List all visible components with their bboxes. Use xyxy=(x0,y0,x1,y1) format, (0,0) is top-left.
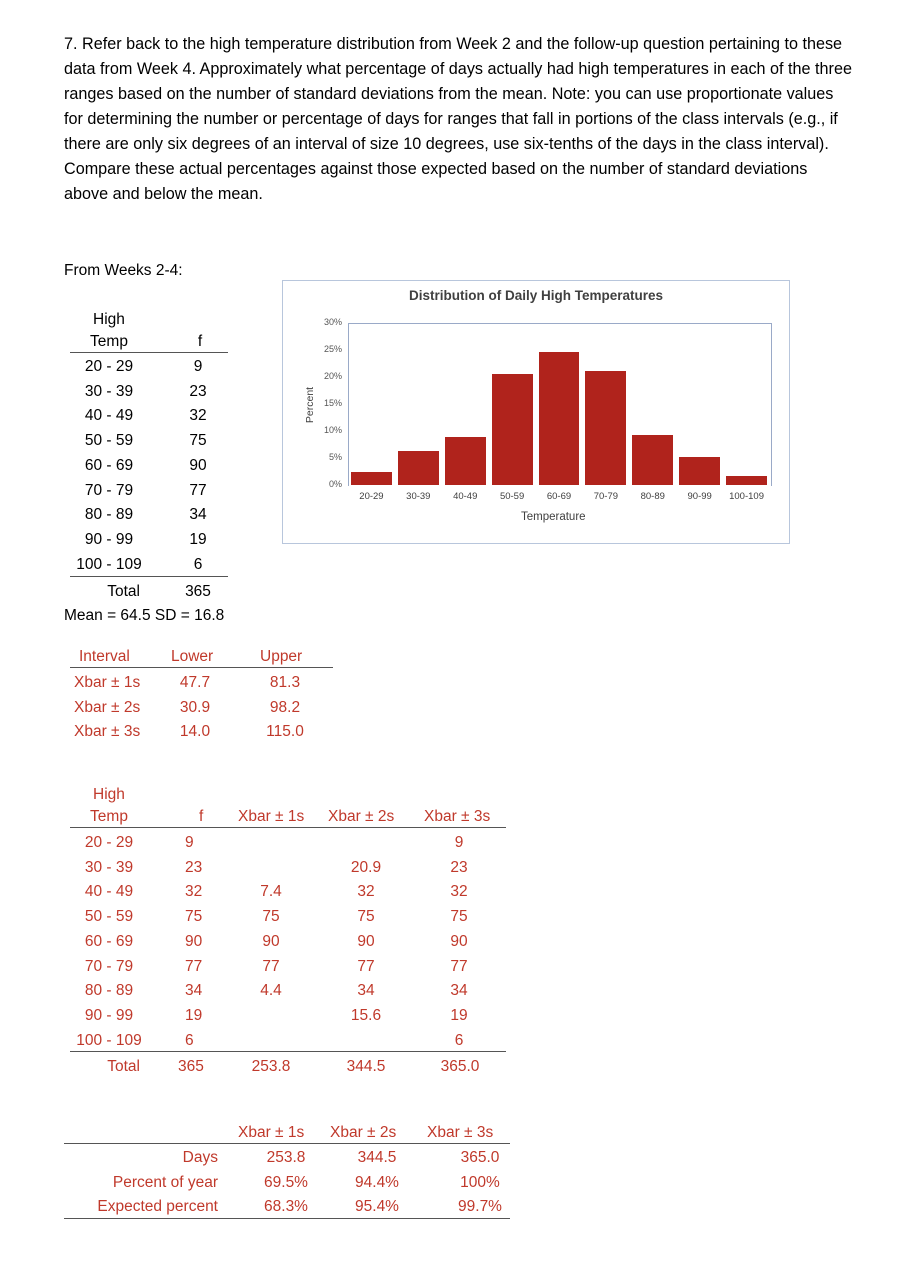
range-header-rule xyxy=(70,827,506,828)
y-tick-label: 25% xyxy=(323,344,342,354)
header-f: f xyxy=(197,333,203,350)
summary-row-label: Expected percent xyxy=(97,1198,218,1215)
histogram-bar xyxy=(539,352,580,485)
histogram-bar xyxy=(585,371,626,485)
interval-header-interval: Interval xyxy=(79,648,130,665)
histogram-bar xyxy=(351,472,392,486)
range-3s-cell: 34 xyxy=(450,982,468,1000)
range-temp-cell: 60 - 69 xyxy=(84,932,134,950)
histogram-bar xyxy=(726,476,767,485)
summary-3s-cell: 99.7% xyxy=(458,1198,502,1215)
range-total-label: Total xyxy=(107,1058,140,1075)
header-high: High xyxy=(93,311,125,328)
summary-bottom-rule xyxy=(64,1218,510,1219)
range-f-cell: 90 xyxy=(185,932,203,950)
freq-f-cell: 90 xyxy=(189,456,207,474)
chart-ylabel: Percent xyxy=(304,386,316,424)
range-temp-cell: 70 - 79 xyxy=(84,957,134,975)
range-2s-cell: 32 xyxy=(357,883,375,901)
summary-row-label: Percent of year xyxy=(112,1173,218,1191)
range-2s-cell: 90 xyxy=(357,932,375,950)
summary-header-1s: Xbar ± 1s xyxy=(238,1124,305,1141)
x-tick-label: 80-89 xyxy=(640,491,665,502)
freq-temp-cell: 30 - 39 xyxy=(84,382,134,400)
range-temp-cell: 90 - 99 xyxy=(84,1006,134,1024)
x-tick-label: 50-59 xyxy=(499,491,525,502)
interval-upper-cell: 115.0 xyxy=(266,723,304,740)
freq-temp-cell: 20 - 29 xyxy=(84,358,134,375)
freq-f-cell: 77 xyxy=(189,481,207,499)
range-3s-cell: 77 xyxy=(450,957,468,975)
range-f-cell: 77 xyxy=(185,957,203,975)
x-tick-label: 60-69 xyxy=(546,491,572,502)
y-tick-label: 10% xyxy=(323,425,342,435)
interval-lower-cell: 14.0 xyxy=(179,723,211,740)
summary-3s-cell: 365.0 xyxy=(460,1149,500,1166)
summary-header-3s: Xbar ± 3s xyxy=(427,1124,494,1141)
interval-label-cell: Xbar ± 3s xyxy=(74,723,141,740)
range-header-high: High xyxy=(93,786,125,803)
freq-temp-cell: 100 - 109 xyxy=(76,555,142,573)
range-total-rule xyxy=(70,1051,506,1052)
range-total-1s: 253.8 xyxy=(251,1058,291,1075)
range-f-cell: 34 xyxy=(185,982,203,1000)
summary-3s-cell: 100% xyxy=(460,1173,500,1191)
histogram-bar xyxy=(492,374,533,485)
range-temp-cell: 50 - 59 xyxy=(84,908,134,926)
freq-f-cell: 6 xyxy=(193,555,203,573)
range-f-cell: 19 xyxy=(185,1006,203,1024)
interval-header-lower: Lower xyxy=(171,648,214,665)
freq-f-cell: 32 xyxy=(189,407,207,425)
header-temp: Temp xyxy=(90,333,128,350)
range-3s-cell: 19 xyxy=(450,1006,468,1024)
interval-rule xyxy=(70,667,333,668)
range-total-3s: 365.0 xyxy=(440,1058,480,1075)
range-total-f: 365 xyxy=(178,1058,204,1075)
range-f-cell: 32 xyxy=(185,883,203,901)
range-2s-cell: 20.9 xyxy=(350,858,382,876)
freq-f-cell: 34 xyxy=(189,506,207,524)
range-f-cell: 6 xyxy=(185,1031,194,1049)
y-tick-label: 20% xyxy=(323,371,342,381)
question-text: 7. Refer back to the high temperature distribution from Week 2 and the follow-up question pertaining to these data from Week 4. Approximately what percentage of days actually had high temperatures in each of the three ranges based on the number of standard deviations from the mean. Note: you can use proportionate values for determining the number or percentage of days for ranges that fall in portions of the class intervals (e.g., if there are only six degrees of an interval of size 10 degrees, use six-tenths of the days in the class interval). Compare these actual percentages against those expected based on the number of standard deviations above and below the mean. xyxy=(64,35,852,203)
freq-temp-cell: 40 - 49 xyxy=(84,407,134,425)
range-temp-cell: 40 - 49 xyxy=(84,883,134,901)
range-2s-cell: 15.6 xyxy=(350,1006,382,1024)
range-f-cell: 9 xyxy=(185,834,194,851)
x-tick-label: 20-29 xyxy=(359,491,384,502)
range-3s-cell: 75 xyxy=(450,908,468,926)
interval-header-upper: Upper xyxy=(260,648,303,665)
interval-label-cell: Xbar ± 2s xyxy=(74,698,141,716)
range-f-cell: 23 xyxy=(185,858,203,876)
summary-2s-cell: 94.4% xyxy=(355,1173,399,1191)
range-total-2s: 344.5 xyxy=(346,1058,386,1075)
range-temp-cell: 20 - 29 xyxy=(84,834,134,851)
x-tick-label: 40-49 xyxy=(453,491,478,502)
chart-title: Distribution of Daily High Temperatures xyxy=(408,288,664,303)
range-header-1s: Xbar ± 1s xyxy=(238,808,305,825)
freq-temp-cell: 50 - 59 xyxy=(84,432,134,450)
y-tick-label: 30% xyxy=(323,317,342,327)
interval-lower-cell: 47.7 xyxy=(179,674,211,691)
freq-temp-cell: 60 - 69 xyxy=(84,456,134,474)
freq-temp-cell: 80 - 89 xyxy=(84,506,134,524)
range-header-f: f xyxy=(199,808,204,825)
summary-1s-cell: 69.5% xyxy=(264,1173,308,1191)
range-1s-cell: 4.4 xyxy=(260,982,282,1000)
interval-label-cell: Xbar ± 1s xyxy=(74,674,141,691)
chart-xlabel: Temperature xyxy=(521,511,586,523)
y-tick-label: 5% xyxy=(328,452,342,462)
range-1s-cell: 90 xyxy=(262,932,280,950)
summary-header-rule xyxy=(64,1143,510,1144)
range-header-2s: Xbar ± 2s xyxy=(328,808,395,825)
range-3s-cell: 6 xyxy=(454,1031,464,1049)
range-1s-cell: 75 xyxy=(262,908,280,926)
range-2s-cell: 75 xyxy=(357,908,375,926)
freq-f-cell: 75 xyxy=(189,432,207,450)
x-tick-label: 30-39 xyxy=(406,491,431,502)
freq-temp-cell: 70 - 79 xyxy=(84,481,134,499)
histogram-bar xyxy=(398,451,439,485)
histogram-bar xyxy=(632,435,673,485)
header-rule xyxy=(70,352,228,353)
range-3s-cell: 23 xyxy=(450,858,468,876)
total-rule xyxy=(70,576,228,577)
summary-2s-cell: 344.5 xyxy=(357,1149,397,1166)
range-3s-cell: 9 xyxy=(454,834,464,851)
freq-f-cell: 9 xyxy=(193,358,203,375)
range-1s-cell: 77 xyxy=(262,957,280,975)
histogram-bar xyxy=(679,457,720,485)
total-value: 365 xyxy=(185,583,211,600)
x-tick-label: 70-79 xyxy=(593,491,619,502)
range-3s-cell: 32 xyxy=(450,883,468,901)
summary-1s-cell: 253.8 xyxy=(266,1149,306,1166)
range-header-3s: Xbar ± 3s xyxy=(424,808,491,825)
summary-1s-cell: 68.3% xyxy=(264,1198,308,1215)
range-temp-cell: 100 - 109 xyxy=(76,1031,142,1049)
x-tick-label: 100-109 xyxy=(729,491,764,502)
range-2s-cell: 34 xyxy=(357,982,375,1000)
interval-lower-cell: 30.9 xyxy=(179,698,211,716)
total-label: Total xyxy=(107,583,140,600)
from-label: From Weeks 2-4: xyxy=(64,262,183,279)
mean-sd: Mean = 64.5 SD = 16.8 xyxy=(64,607,225,624)
interval-upper-cell: 98.2 xyxy=(269,698,301,716)
range-temp-cell: 30 - 39 xyxy=(84,858,134,876)
y-tick-label: 0% xyxy=(328,479,342,489)
range-header-temp: Temp xyxy=(90,808,128,825)
summary-row-label: Days xyxy=(182,1149,218,1166)
interval-upper-cell: 81.3 xyxy=(269,674,301,691)
histogram-bar xyxy=(445,437,486,485)
summary-2s-cell: 95.4% xyxy=(355,1198,399,1215)
freq-f-cell: 19 xyxy=(189,530,207,548)
x-tick-label: 90-99 xyxy=(687,491,712,502)
freq-f-cell: 23 xyxy=(189,382,207,400)
range-f-cell: 75 xyxy=(185,908,203,926)
range-1s-cell: 7.4 xyxy=(260,883,282,901)
summary-header-2s: Xbar ± 2s xyxy=(330,1124,397,1141)
y-tick-label: 15% xyxy=(323,398,342,408)
freq-temp-cell: 90 - 99 xyxy=(84,530,134,548)
range-2s-cell: 77 xyxy=(357,957,375,975)
histogram-chart xyxy=(282,280,790,544)
range-3s-cell: 90 xyxy=(450,932,468,950)
range-temp-cell: 80 - 89 xyxy=(84,982,134,1000)
